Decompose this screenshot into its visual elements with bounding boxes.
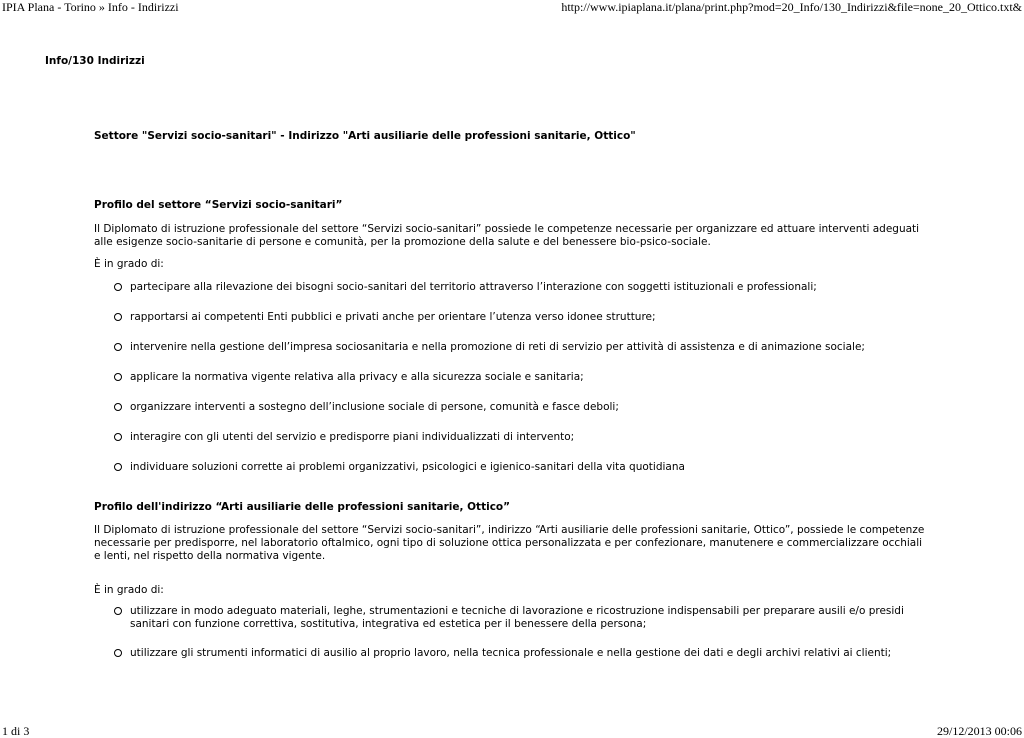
circle-bullet-icon (114, 607, 122, 615)
circle-bullet-icon (114, 373, 122, 381)
breadcrumb: Info/130 Indirizzi (45, 55, 145, 67)
section2-paragraph: Il Diplomato di istruzione professionale del settore “Servizi socio-sanitari”, indirizzo “Arti ausiliarie delle professioni sanitarie, Ottico”, possiede le competenze necessarie per predisporre, nel laboratorio oftalmico, ogni tipo di soluzione ottica personalizzata e per confezionare, manutenere e commercializzare occhiali e lenti, nel rispetto della normativa vigente. (94, 524, 925, 562)
circle-bullet-icon (114, 343, 122, 351)
section2-title: Profilo dell'indirizzo “Arti ausiliarie delle professioni sanitarie, Ottico” (94, 501, 511, 513)
circle-bullet-icon (114, 649, 122, 657)
circle-bullet-icon (114, 463, 122, 471)
page-number: 1 di 3 (2, 724, 30, 738)
list-item: utilizzare gli strumenti informatici di ausilio al proprio lavoro, nella tecnica professionale e nella gestione dei dati e degli archivi relativi ai clienti; (94, 647, 930, 677)
section1-lead: È in grado di: (94, 258, 164, 270)
circle-bullet-icon (114, 433, 122, 441)
list-item: organizzare interventi a sostegno dell’inclusione sociale di persone, comunità e fasce deboli; (94, 401, 930, 431)
list-item: partecipare alla rilevazione dei bisogni socio-sanitari del territorio attraverso l’interazione con soggetti istituzionali e professionali; (94, 281, 930, 311)
section1-paragraph: Il Diplomato di istruzione professionale del settore “Servizi socio-sanitari” possiede le competenze necessarie per organizzare ed attuare interventi adeguati alle esigenze socio-sanitarie di persone e comunità, per la promozione della salute e del benessere bio-psico-sociale. (94, 223, 920, 248)
section1-list (94, 281, 930, 491)
section2-lead: È in grado di: (94, 584, 164, 596)
section1-title: Profilo del settore “Servizi socio-sanitari” (94, 199, 343, 211)
circle-bullet-icon (114, 283, 122, 291)
circle-bullet-icon (114, 403, 122, 411)
section2-list (94, 605, 930, 677)
main-title: Settore "Servizi socio-sanitari" - Indirizzo "Arti ausiliarie delle professioni sanitarie, Ottico" (94, 130, 636, 142)
list-item: applicare la normativa vigente relativa alla privacy e alla sicurezza sociale e sanitaria; (94, 371, 930, 401)
circle-bullet-icon (114, 313, 122, 321)
list-item: utilizzare in modo adeguato materiali, leghe, strumentazioni e tecniche di lavorazione e ricostruzione indispensabili per preparare ausili e/o presidi sanitari con funzione correttiva, sostitutiva, integrativa ed estetica per il benessere della persona; (94, 605, 930, 647)
print-datetime: 29/12/2013 00:06 (936, 724, 1022, 738)
list-item: interagire con gli utenti del servizio e predisporre piani individualizzati di intervento; (94, 431, 930, 461)
page-title: IPIA Plana - Torino » Info - Indirizzi (2, 0, 179, 14)
list-item: individuare soluzioni corrette ai problemi organizzativi, psicologici e igienico-sanitari della vita quotidiana (94, 461, 930, 491)
list-item: rapportarsi ai competenti Enti pubblici e privati anche per orientare l’utenza verso idonee strutture; (94, 311, 930, 341)
page-url: http://www.ipiaplana.it/plana/print.php?mod=20_Info/130_Indirizzi&file=none_20_Ottico.txt& (561, 0, 1022, 14)
list-item: intervenire nella gestione dell’impresa sociosanitaria e nella promozione di reti di servizio per attività di assistenza e di animazione sociale; (94, 341, 930, 371)
